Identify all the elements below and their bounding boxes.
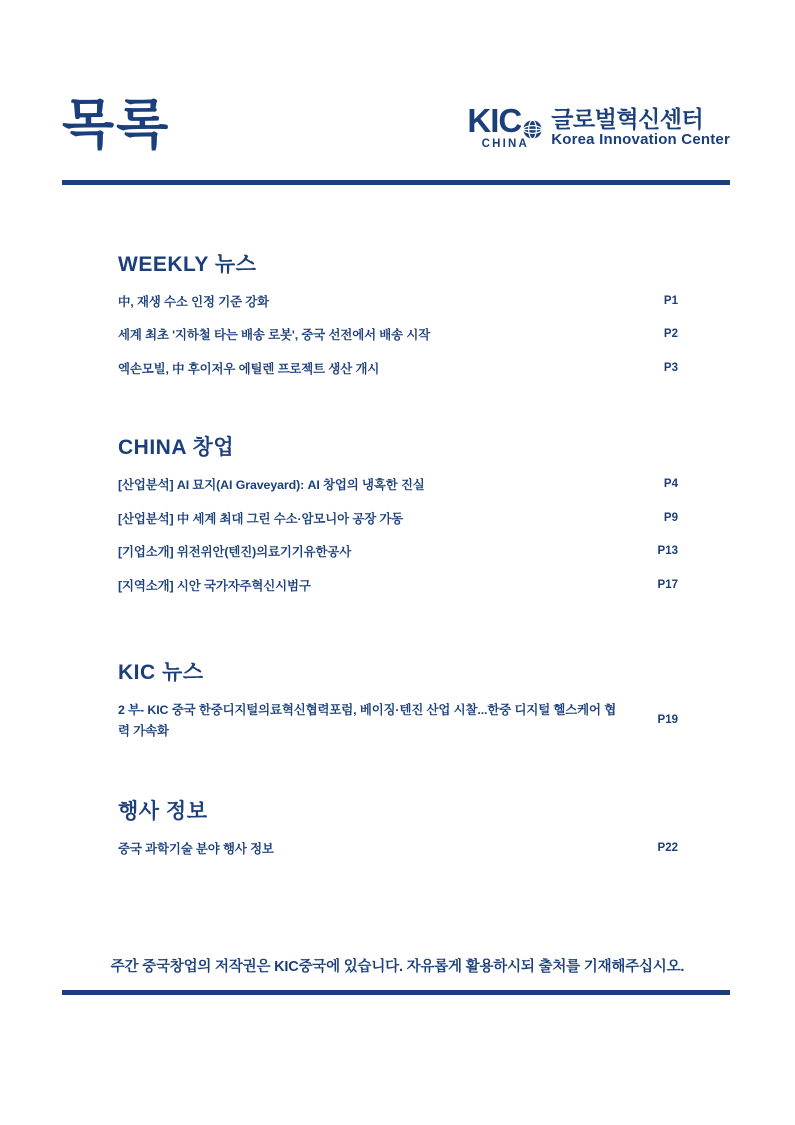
toc-entry-page: P17 — [657, 578, 678, 591]
kic-logo-name-kr: 글로벌혁신센터 — [551, 106, 704, 132]
toc-content — [118, 248, 678, 873]
list-item[interactable] — [118, 839, 678, 859]
toc-entry-label: 세계 최초 '지하철 타는 배송 로봇', 중국 선전에서 배송 시작 — [118, 328, 431, 343]
copyright-note: 주간 중국창업의 저작권은 KIC중국에 있습니다. 자유롭게 활용하시되 출처를 기재해주십시오. — [110, 959, 685, 975]
list-item[interactable] — [118, 292, 678, 312]
toc-entry-page: P22 — [657, 842, 678, 855]
page-title: 목록 — [62, 95, 171, 155]
kic-logo-name — [551, 104, 730, 149]
toc-section-weekly-news — [118, 248, 678, 379]
list-item[interactable] — [118, 542, 678, 562]
list-item[interactable] — [118, 475, 678, 495]
list-item[interactable] — [118, 359, 678, 379]
kic-logo-name-en: Korea Innovation Center — [551, 131, 730, 149]
toc-entry-page: P1 — [663, 295, 678, 307]
toc-entry-page: P2 — [663, 328, 678, 341]
list-item[interactable] — [118, 509, 678, 529]
kic-logo-letters: KIC — [467, 102, 522, 139]
toc-section-kic-news — [118, 656, 678, 741]
toc-entry-label: [산업분석] AI 묘지(AI Graveyard): AI 창업의 냉혹한 진실 — [118, 478, 425, 493]
section-title: CHINA 창업 — [118, 436, 235, 460]
toc-entry-label: [지역소개] 시안 국가자주혁신시범구 — [118, 578, 311, 593]
footer-divider — [62, 990, 730, 995]
toc-entry-label: 엑손모빌, 中 후이저우 에틸렌 프로젝트 생산 개시 — [118, 361, 380, 376]
toc-entry-page: P4 — [663, 478, 678, 491]
kic-logo-subtitle: CHINA — [481, 138, 529, 150]
header-divider — [62, 180, 730, 185]
section-title: KIC 뉴스 — [118, 661, 204, 685]
toc-entry-page: P3 — [663, 361, 678, 374]
toc-entry-page: P13 — [657, 545, 678, 558]
globe-icon — [522, 112, 543, 133]
kic-logo — [467, 104, 730, 150]
section-title: 행사 정보 — [118, 800, 208, 824]
document-header — [62, 95, 730, 182]
toc-entry-page: P9 — [663, 511, 678, 524]
toc-section-event-info — [118, 795, 678, 859]
toc-entry-label: 중국 과학기술 분야 행사 정보 — [118, 842, 274, 857]
list-item[interactable] — [118, 700, 678, 741]
toc-entry-label: 中, 재생 수소 인정 기준 강화 — [118, 295, 270, 309]
toc-entry-label: [기업소개] 위전위안(텐진)의료기기유한공사 — [118, 545, 352, 560]
toc-entry-label: 2 부- KIC 중국 한중디지털의료혁신협력포럼, 베이징·텐진 산업 시찰...한중 디지털 헬스케어 협력 가속화 — [118, 703, 617, 738]
section-title: WEEKLY 뉴스 — [118, 253, 257, 276]
toc-entry-page: P19 — [657, 714, 678, 727]
toc-entry-label: [산업분석] 中 세계 최대 그린 수소·암모니아 공장 가동 — [118, 511, 404, 526]
kic-logo-wordmark — [467, 104, 543, 137]
list-item[interactable] — [118, 576, 678, 596]
kic-logo-mark — [467, 104, 543, 150]
list-item[interactable] — [118, 325, 678, 345]
toc-section-china-startup — [118, 431, 678, 596]
